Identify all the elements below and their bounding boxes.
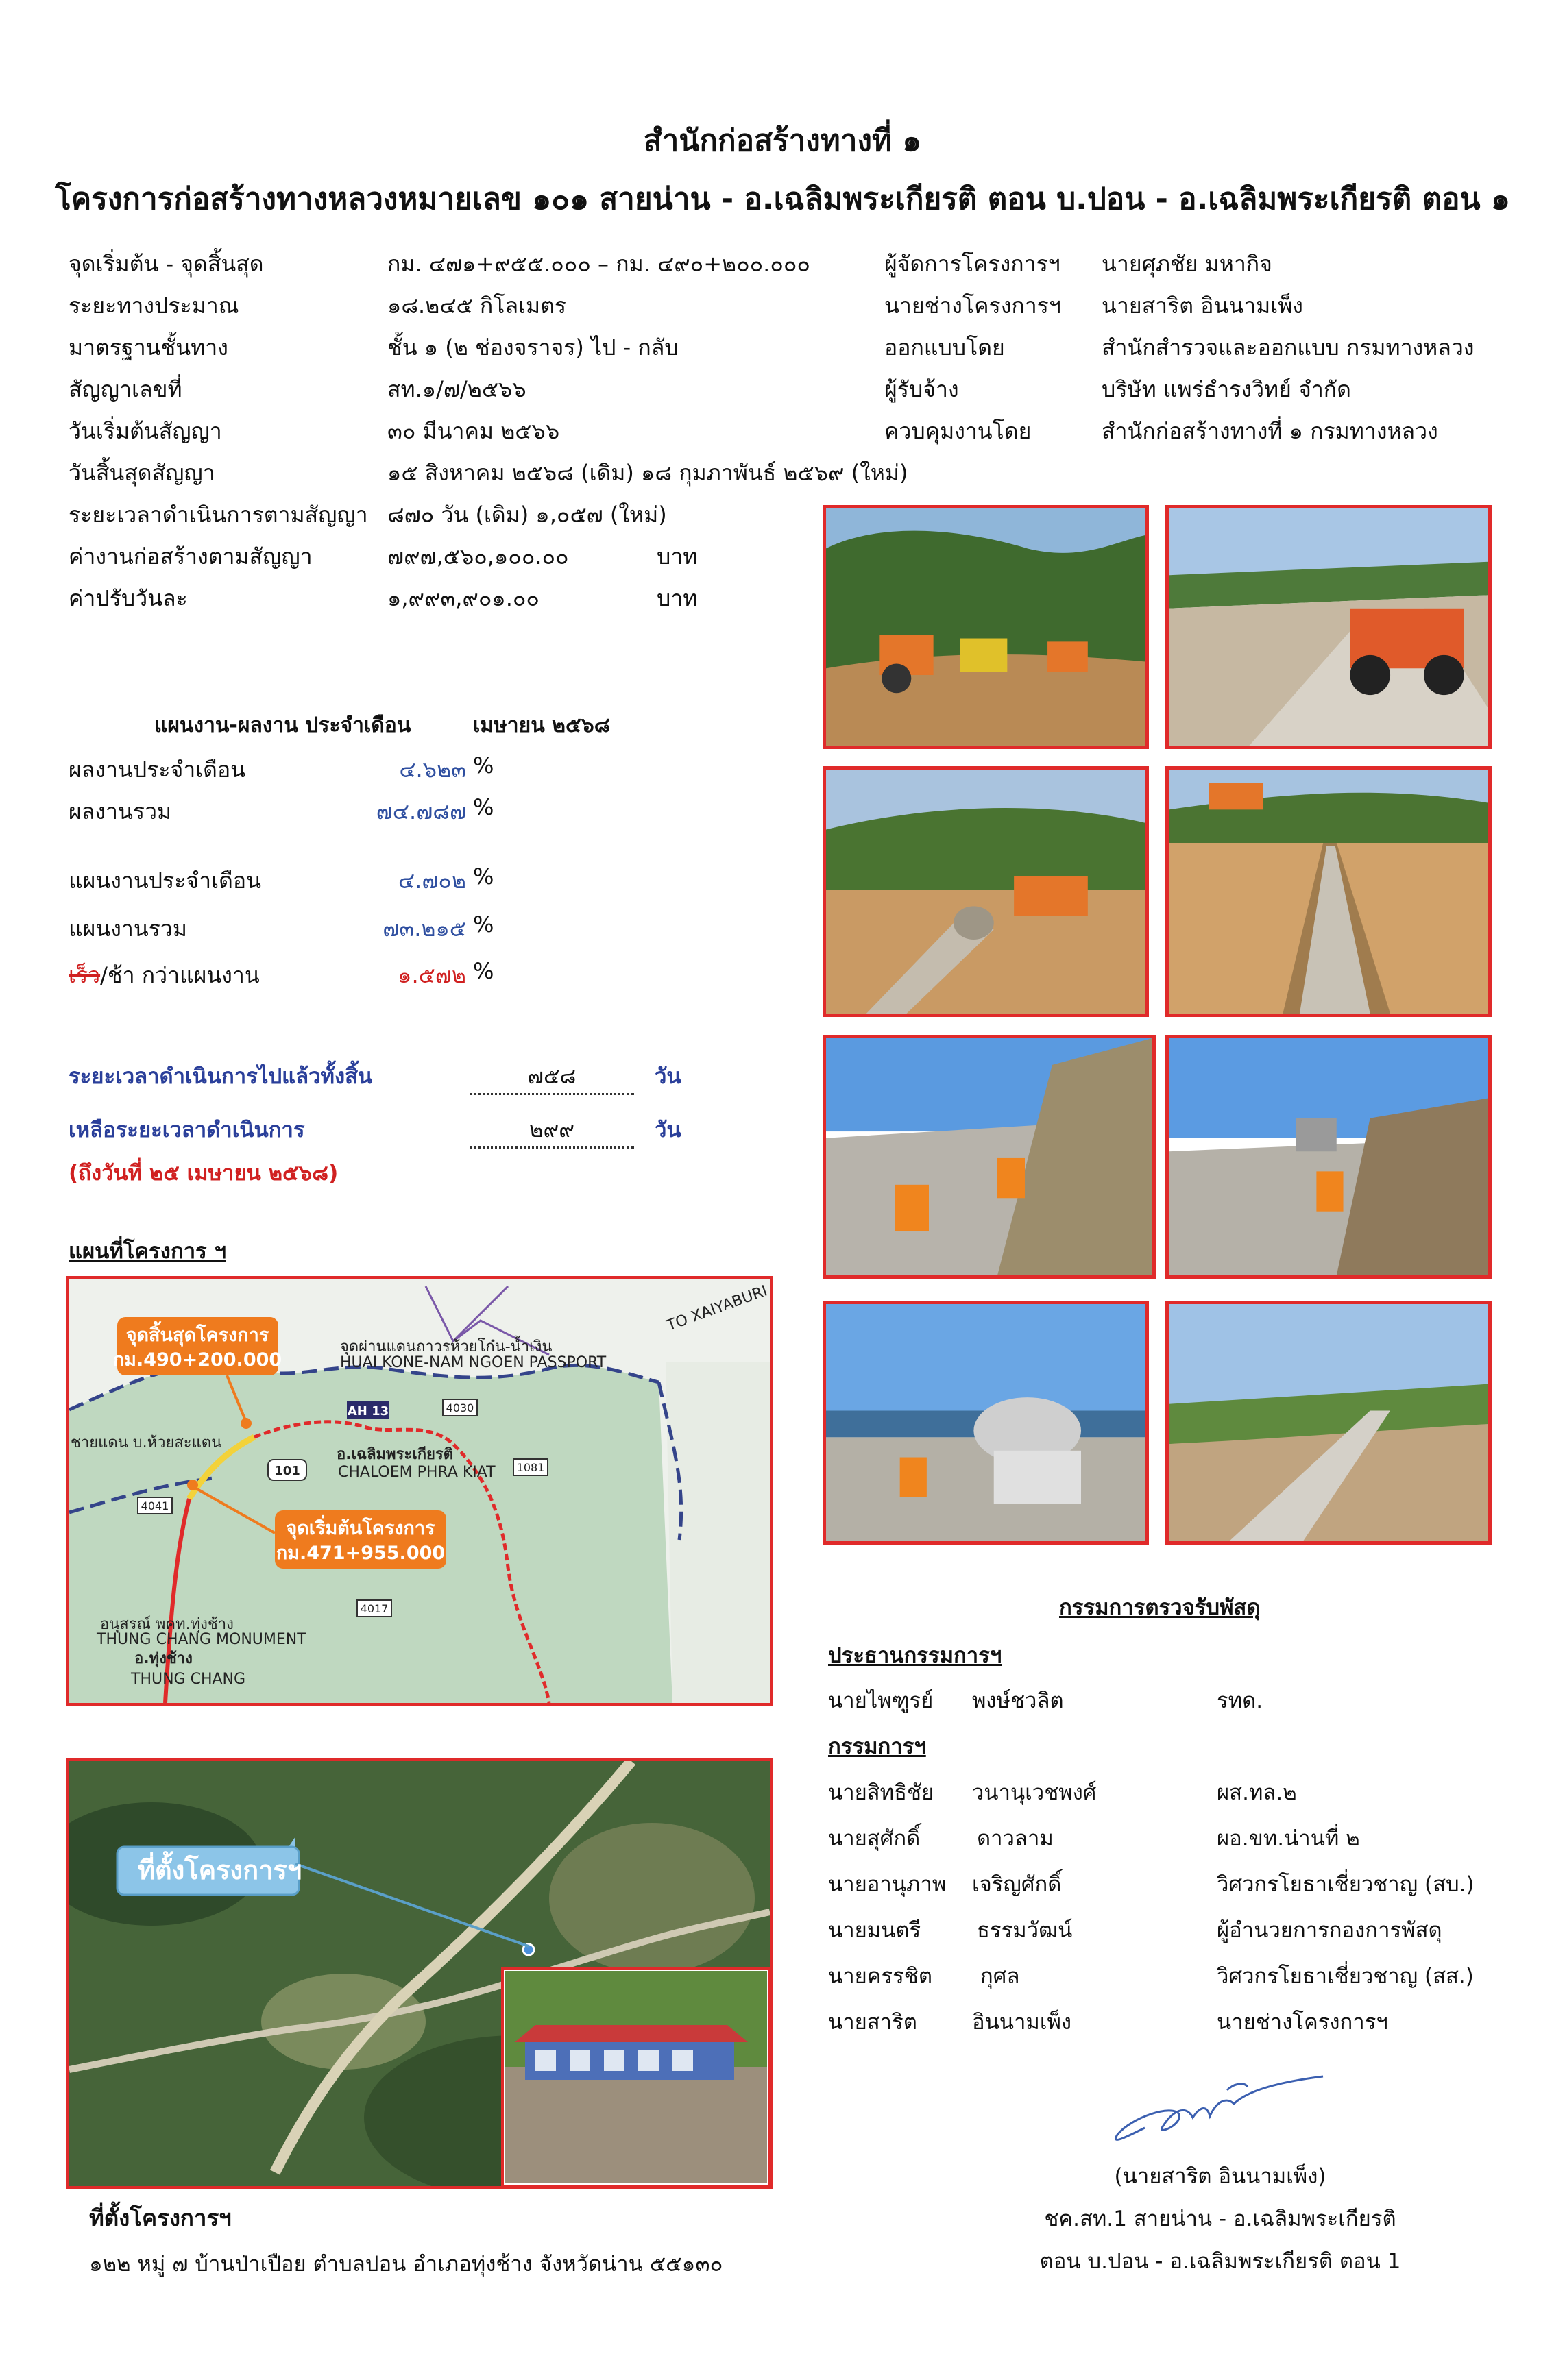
info-label: ผู้รับจ้าง [884, 376, 959, 402]
plan-row-unit: % [473, 794, 494, 820]
plan-diff-value: ๑.๕๗๒ [398, 962, 466, 988]
map-monument: อนุสรณ์ พคท.ทุ่งช้าง [100, 1616, 234, 1633]
remaining-label: เหลือระยะเวลาดำเนินการ [69, 1118, 305, 1142]
info-label: นายช่างโครงการฯ [884, 293, 1061, 319]
plan-diff-label [69, 958, 260, 993]
member-position: ผส.ทล.๒ [1217, 1780, 1297, 1805]
info-label: วันสิ้นสุดสัญญา [69, 460, 215, 486]
photo-finished-barrier [1165, 1301, 1492, 1545]
remaining-value: ๒๙๙ [470, 1112, 634, 1149]
map-route-1081: 1081 [516, 1461, 545, 1474]
member-first-name: นายครรชิต [828, 1964, 932, 1989]
member-last-name: อินนามเพ็ง [972, 2010, 1072, 2035]
map-checkpoint: จุดผ่านแดนถาวรห้วยโก๋น-น้ำเงิน [340, 1338, 553, 1355]
info-label: ระยะทางประมาณ [69, 293, 239, 319]
info-value: สท.๑/๗/๒๕๖๖ [387, 376, 526, 402]
member-last-name: ธรรมวัฒน์ [977, 1918, 1073, 1943]
plan-row-label: ผลงานรวม [69, 798, 172, 824]
location-callout: ที่ตั้งโครงการฯ [138, 1855, 302, 1885]
plan-row-value: ๗๔.๗๘๗ [376, 798, 466, 824]
info-label: ผู้จัดการโครงการฯ [884, 251, 1060, 277]
chair-position: รทด. [1217, 1689, 1263, 1713]
start-callout-line1: จุดเริ่มต้นโครงการ [286, 1518, 435, 1539]
plan-row-unit: % [473, 752, 494, 778]
photo-roller-road [1165, 505, 1492, 749]
chair-last-name: พงษ์ชวลิต [972, 1689, 1064, 1713]
plan-diff-unit: % [473, 958, 494, 984]
info-value: กม. ๔๗๑+๙๕๕.๐๐๐ – กม. ๔๙๐+๒๐๐.๐๐๐ [387, 251, 810, 277]
elapsed-label: ระยะเวลาดำเนินการไปแล้วทั้งสิ้น [69, 1064, 373, 1089]
info-label: ออกแบบโดย [884, 334, 1005, 360]
plan-row-unit: % [473, 863, 494, 890]
plan-row-label: ผลงานประจำเดือน [69, 757, 246, 783]
chair-first-name: นายไพฑูรย์ [828, 1689, 934, 1713]
member-position: ผู้อำนวยการกองการพัสดุ [1217, 1918, 1442, 1943]
info-label: ควบคุมงานโดย [884, 418, 1032, 444]
project-title: โครงการก่อสร้างทางหลวงหมายเลข ๑๐๑ สายน่าน - อ.เฉลิมพระเกียรติ ตอน บ.ปอน - อ.เฉลิมพระเกียรติ ตอน ๑ [55, 182, 1510, 217]
info-value: นายสาริต อินนามเพ็ง [1102, 293, 1303, 319]
info-value: ๗๙๗,๕๖๐,๑๐๐.๐๐ [387, 543, 569, 569]
office-title: สำนักก่อสร้างทางที่ ๑ [643, 123, 922, 158]
start-callout-line2: กม.471+955.000 [276, 1543, 446, 1564]
photo-rollers-curve [823, 505, 1149, 749]
elapsed-unit: วัน [655, 1064, 681, 1089]
plan-row-value: ๔.๗๐๒ [398, 868, 466, 894]
member-last-name: วนานุเวชพงศ์ [972, 1780, 1097, 1805]
end-callout-line2: กม.490+200.000 [112, 1349, 282, 1371]
map-heading: แผนที่โครงการ ฯ [69, 1239, 226, 1264]
plan-diff-strike: เร็ว [69, 962, 101, 988]
info-label: ค่าปรับวันละ [69, 585, 188, 611]
map-route-ah13: AH 13 [347, 1404, 389, 1419]
photo-barrier-workers [823, 1035, 1156, 1279]
location-satellite [66, 1758, 773, 2189]
info-label: สัญญาเลขที่ [69, 376, 182, 402]
info-label: ค่างานก่อสร้างตามสัญญา [69, 543, 313, 569]
plan-row-label: แผนงานประจำเดือน [69, 868, 261, 894]
signature-line2: ตอน บ.ปอน - อ.เฉลิมพระเกียรติ ตอน 1 [1039, 2249, 1401, 2274]
member-position: ผอ.ขท.น่านที่ ๒ [1217, 1826, 1360, 1851]
project-map-svg [69, 1279, 770, 1703]
info-label: ระยะเวลาดำเนินการตามสัญญา [69, 502, 368, 528]
member-last-name: กุศล [980, 1964, 1020, 1989]
signature-name: (นายสาริต อินนามเพ็ง) [1114, 2164, 1326, 2189]
map-route-4017: 4017 [360, 1602, 389, 1615]
map-monument-en: THUNG CHANG MONUMENT [97, 1631, 306, 1648]
member-first-name: นายสาริต [828, 2010, 917, 2035]
info-unit: บาท [657, 585, 698, 611]
member-position: วิศวกรโยธาเชี่ยวชาญ (สบ.) [1217, 1872, 1475, 1897]
member-position: วิศวกรโยธาเชี่ยวชาญ (สส.) [1217, 1964, 1474, 1989]
info-value: ๘๗๐ วัน (เดิม) ๑,๐๕๗ (ใหม่) [387, 502, 667, 528]
map-town-en: CHALOEM PHRA KIAT [338, 1464, 496, 1481]
map-route-4030: 4030 [446, 1401, 474, 1414]
as-of-date: (ถึงวันที่ ๒๕ เมษายน ๒๕๖๘) [69, 1161, 339, 1186]
info-value: บริษัท แพร่ธำรงวิทย์ จำกัด [1102, 376, 1351, 402]
plan-row-unit: % [473, 911, 494, 937]
chair-heading: ประธานกรรมการฯ [828, 1643, 1002, 1668]
plan-month: เมษายน ๒๕๖๘ [473, 713, 610, 737]
map-border-label: ชายแดน บ.ห้วยสะแตน [71, 1434, 222, 1451]
photo-pipes-excavator [823, 766, 1149, 1017]
plan-row-value: ๗๓.๒๑๕ [383, 916, 466, 942]
plan-row-value: ๔.๖๒๓ [399, 757, 466, 783]
signature-scribble [1097, 2063, 1330, 2152]
info-unit: บาท [657, 543, 698, 569]
member-first-name: นายมนตรี [828, 1918, 921, 1943]
member-last-name: เจริญศักดิ์ [972, 1872, 1062, 1897]
location-address: ๑๒๒ หมู่ ๗ บ้านป่าเปือย ตำบลปอน อำเภอทุ่งช้าง จังหวัดน่าน ๕๕๑๓๐ [89, 2252, 723, 2277]
map-thung-chang-en: THUNG CHANG [131, 1671, 246, 1688]
info-value: ชั้น ๑ (๒ ช่องจราจร) ไป - กลับ [387, 334, 679, 360]
info-value: ๑,๙๙๓,๙๐๑.๐๐ [387, 585, 539, 611]
photo-pipes-trench [1165, 766, 1492, 1017]
map-route-101: 101 [274, 1464, 300, 1478]
info-value: ๑๕ สิงหาคม ๒๕๖๘ (เดิม) ๑๘ กุมภาพันธ์ ๒๕๖๙ (ใหม่) [387, 460, 908, 486]
map-checkpoint-en: HUAI KONE-NAM NGOEN PASSPORT [340, 1354, 607, 1371]
info-value: สำนักก่อสร้างทางที่ ๑ กรมทางหลวง [1102, 418, 1438, 444]
info-label: มาตรฐานชั้นทาง [69, 334, 228, 360]
info-value: นายศุภชัย มหากิจ [1102, 251, 1272, 277]
photo-mixer-truck [823, 1301, 1149, 1545]
project-map [66, 1276, 773, 1706]
info-value: ๓๐ มีนาคม ๒๕๖๖ [387, 418, 560, 444]
info-label: จุดเริ่มต้น - จุดสิ้นสุด [69, 251, 264, 277]
map-route-4041: 4041 [141, 1499, 169, 1512]
member-first-name: นายสิทธิชัย [828, 1780, 934, 1805]
photo-barrier-mixer [1165, 1035, 1492, 1279]
map-to-xaiyaburi: TO XAIYABURI [664, 1282, 770, 1335]
end-callout-line1: จุดสิ้นสุดโครงการ [125, 1325, 269, 1346]
committee-title: กรรมการตรวจรับพัสดุ [1059, 1595, 1261, 1620]
plan-diff-rest: /ช้า กว่าแผนงาน [100, 962, 260, 988]
member-first-name: นายอานุภาพ [828, 1872, 947, 1897]
info-value: ๑๘.๒๔๕ กิโลเมตร [387, 293, 567, 319]
signature-line1: ชค.สท.1 สายน่าน - อ.เฉลิมพระเกียรติ [1044, 2207, 1396, 2231]
info-label: วันเริ่มต้นสัญญา [69, 418, 222, 444]
location-heading: ที่ตั้งโครงการฯ [89, 2205, 232, 2231]
map-town: อ.เฉลิมพระเกียรติ [337, 1446, 454, 1463]
member-last-name: ดาวลาม [977, 1826, 1054, 1851]
plan-row-label: แผนงานรวม [69, 916, 187, 942]
map-thung-chang: อ.ทุ่งช้าง [134, 1650, 193, 1667]
member-position: นายช่างโครงการฯ [1217, 2010, 1388, 2035]
remaining-unit: วัน [655, 1118, 681, 1142]
plan-heading: แผนงาน-ผลงาน ประจำเดือน [154, 713, 411, 737]
info-value: สำนักสำรวจและออกแบบ กรมทางหลวง [1102, 334, 1475, 360]
member-first-name: นายสุศักดิ์ [828, 1826, 921, 1851]
elapsed-value: ๗๕๘ [470, 1059, 634, 1095]
location-satellite-svg [69, 1761, 770, 2186]
members-heading: กรรมการฯ [828, 1734, 926, 1759]
